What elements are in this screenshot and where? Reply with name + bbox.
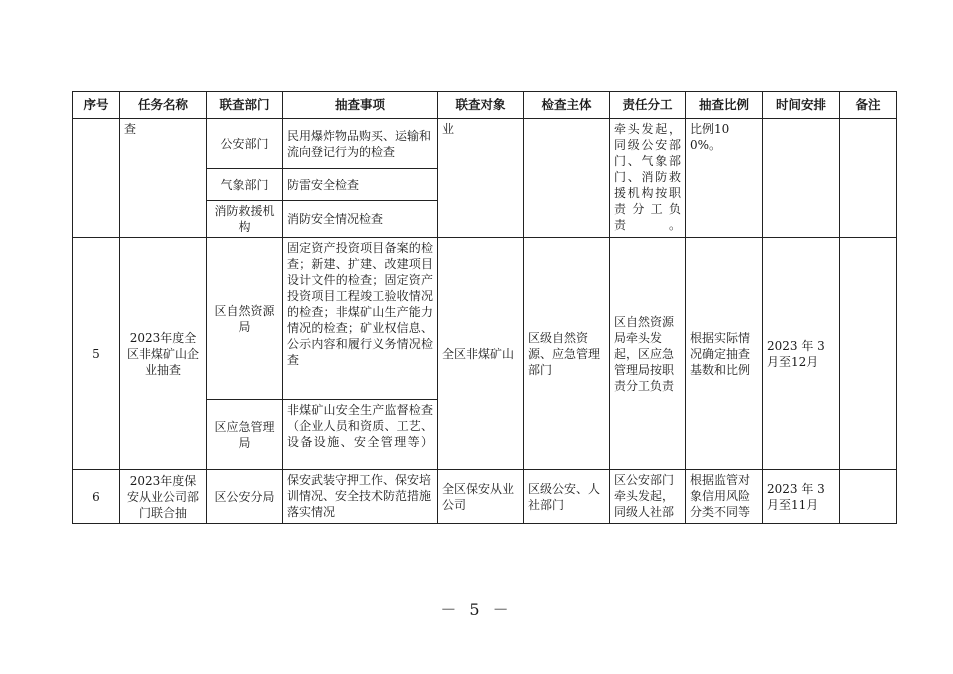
header-cell: 备注 [840,92,897,119]
header-cell: 抽查比例 [686,92,763,119]
subject-cell: 区级公安、人社部门 [524,470,610,524]
time-cell: 2023 年 3 月至12月 [763,238,840,470]
header-row [73,92,897,119]
page-number: － 5 － [440,600,513,619]
time-cell: 2023 年 3 月至11月 [763,470,840,524]
table-row [73,119,897,169]
dept-cell: 消防救援机构 [207,201,283,238]
item-cell: 固定资产投资项目备案的检查；新建、扩建、改建项目设计文件的检查；固定资产投资项目工程竣工验收情况的检查；非煤矿山生产能力情况的检查；矿业权信息、公示内容和履行义务情况检查 [283,238,438,400]
header-cell: 任务名称 [120,92,207,119]
target-cell: 业 [438,119,524,238]
row-number-cell: 5 [73,238,120,470]
dept-cell: 气象部门 [207,169,283,201]
subject-cell: 区级自然资源、应急管理部门 [524,238,610,470]
header-cell: 检查主体 [524,92,610,119]
item-cell: 非煤矿山安全生产监督检查（企业人员和资质、工艺、设备设施、安全管理等） [283,400,438,470]
duty-cell: 牵头发起，同级公安部门、气象部门、消防救援机构按职责分工负责。 [610,119,686,238]
header-cell: 序号 [73,92,120,119]
duty-cell: 区公安部门牵头发起，同级人社部 [610,470,686,524]
remark-cell [840,119,897,238]
row-number-cell [73,119,120,238]
dept-cell: 区公安分局 [207,470,283,524]
task-name-cell: 2023年度保安从业公司部门联合抽 [120,470,207,524]
item-cell: 保安武装守押工作、保安培训情况、安全技术防范措施落实情况 [283,470,438,524]
target-cell: 全区非煤矿山 [438,238,524,470]
header-cell: 时间安排 [763,92,840,119]
dept-cell: 区应急管理局 [207,400,283,470]
inspection-task-table [72,91,897,524]
time-cell [763,119,840,238]
item-cell: 消防安全情况检查 [283,201,438,238]
row-number-cell: 6 [73,470,120,524]
dept-cell: 公安部门 [207,119,283,169]
ratio-cell: 根据监管对象信用风险分类不同等 [686,470,763,524]
ratio-cell: 比例100%。 [686,119,763,238]
header-cell: 联查部门 [207,92,283,119]
header-cell: 责任分工 [610,92,686,119]
table-row [73,238,897,400]
dept-cell: 区自然资源局 [207,238,283,400]
subject-cell [524,119,610,238]
table-row [73,470,897,524]
target-cell: 全区保安从业公司 [438,470,524,524]
task-name-cell: 查 [120,119,207,238]
item-cell: 民用爆炸物品购买、运输和流向登记行为的检查 [283,119,438,169]
task-name-cell: 2023年度全区非煤矿山企业抽查 [120,238,207,470]
ratio-cell: 根据实际情况确定抽查基数和比例 [686,238,763,470]
header-cell: 抽查事项 [283,92,438,119]
remark-cell [840,470,897,524]
duty-cell: 区自然资源局牵头发起，区应急管理局按职责分工负责 [610,238,686,470]
item-cell: 防雷安全检查 [283,169,438,201]
header-cell: 联查对象 [438,92,524,119]
remark-cell [840,238,897,470]
